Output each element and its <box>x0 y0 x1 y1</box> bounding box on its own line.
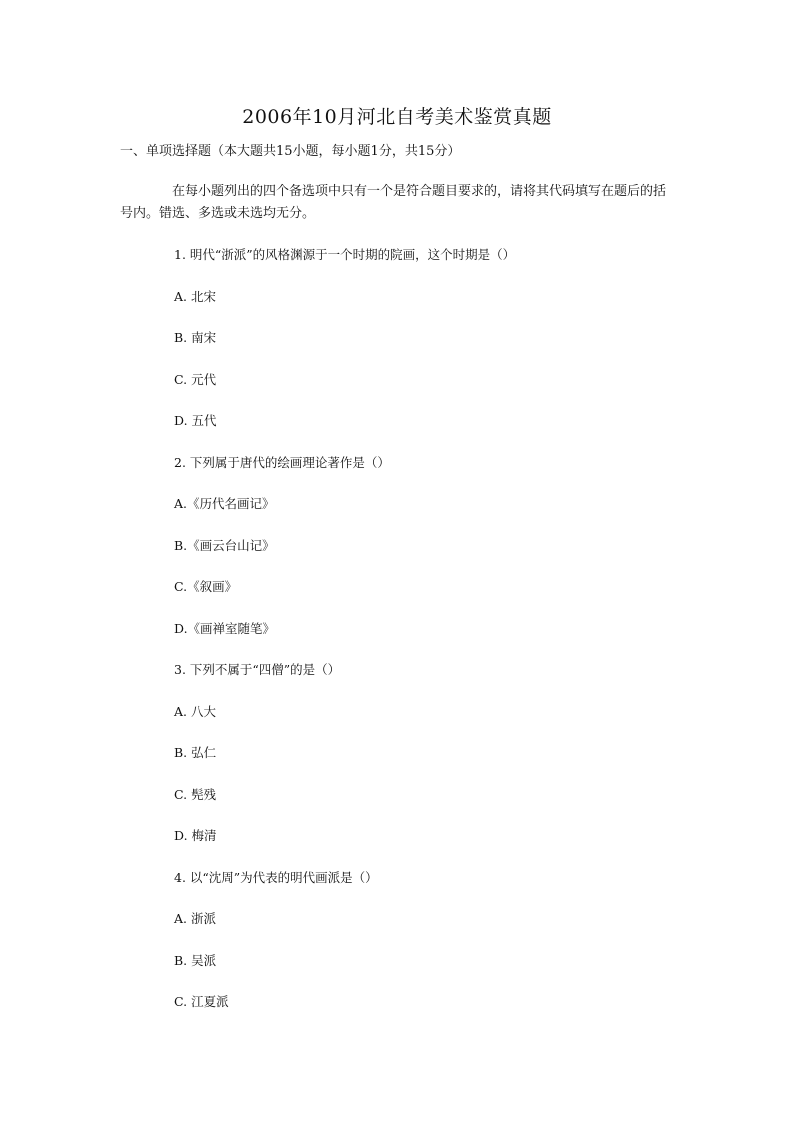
question-2-option-d: D.《画禅室随笔》 <box>174 621 276 636</box>
instructions-paragraph: 在每小题列出的四个备选项中只有一个是符合题目要求的，请将其代码填写在题后的括号内。错选、多选或未选均无分。 <box>120 184 667 221</box>
question-2-option-a: A.《历代名画记》 <box>174 496 275 511</box>
question-4-option-a: A. 浙派 <box>174 911 216 926</box>
question-3-option-d: D. 梅清 <box>174 828 217 843</box>
document-title: 2006年10月河北自考美术鉴赏真题 <box>242 106 552 128</box>
question-3-stem: 3. 下列不属于“四僧”的是（） <box>174 662 341 677</box>
question-4-stem: 4. 以“沈周”为代表的明代画派是（） <box>174 870 378 885</box>
question-1-option-b: B. 南宋 <box>174 330 217 345</box>
question-2-stem: 2. 下列属于唐代的绘画理论著作是（） <box>174 455 390 470</box>
question-1-stem: 1. 明代“浙派”的风格渊源于一个时期的院画，这个时期是（） <box>174 247 516 262</box>
question-3-option-a: A. 八大 <box>174 704 216 719</box>
question-4-option-b: B. 吴派 <box>174 953 217 968</box>
question-1-option-c: C. 元代 <box>174 372 217 387</box>
question-2-option-c: C.《叙画》 <box>174 579 238 594</box>
question-3-option-c: C. 髡残 <box>174 787 217 802</box>
question-1-option-d: D. 五代 <box>174 413 217 428</box>
section-heading: 一、单项选择题（本大题共15小题，每小题1分，共15分） <box>120 144 461 159</box>
question-2-option-b: B.《画云台山记》 <box>174 538 275 553</box>
question-4-option-c: C. 江夏派 <box>174 994 229 1009</box>
question-3-option-b: B. 弘仁 <box>174 745 217 760</box>
question-1-option-a: A. 北宋 <box>174 289 216 304</box>
